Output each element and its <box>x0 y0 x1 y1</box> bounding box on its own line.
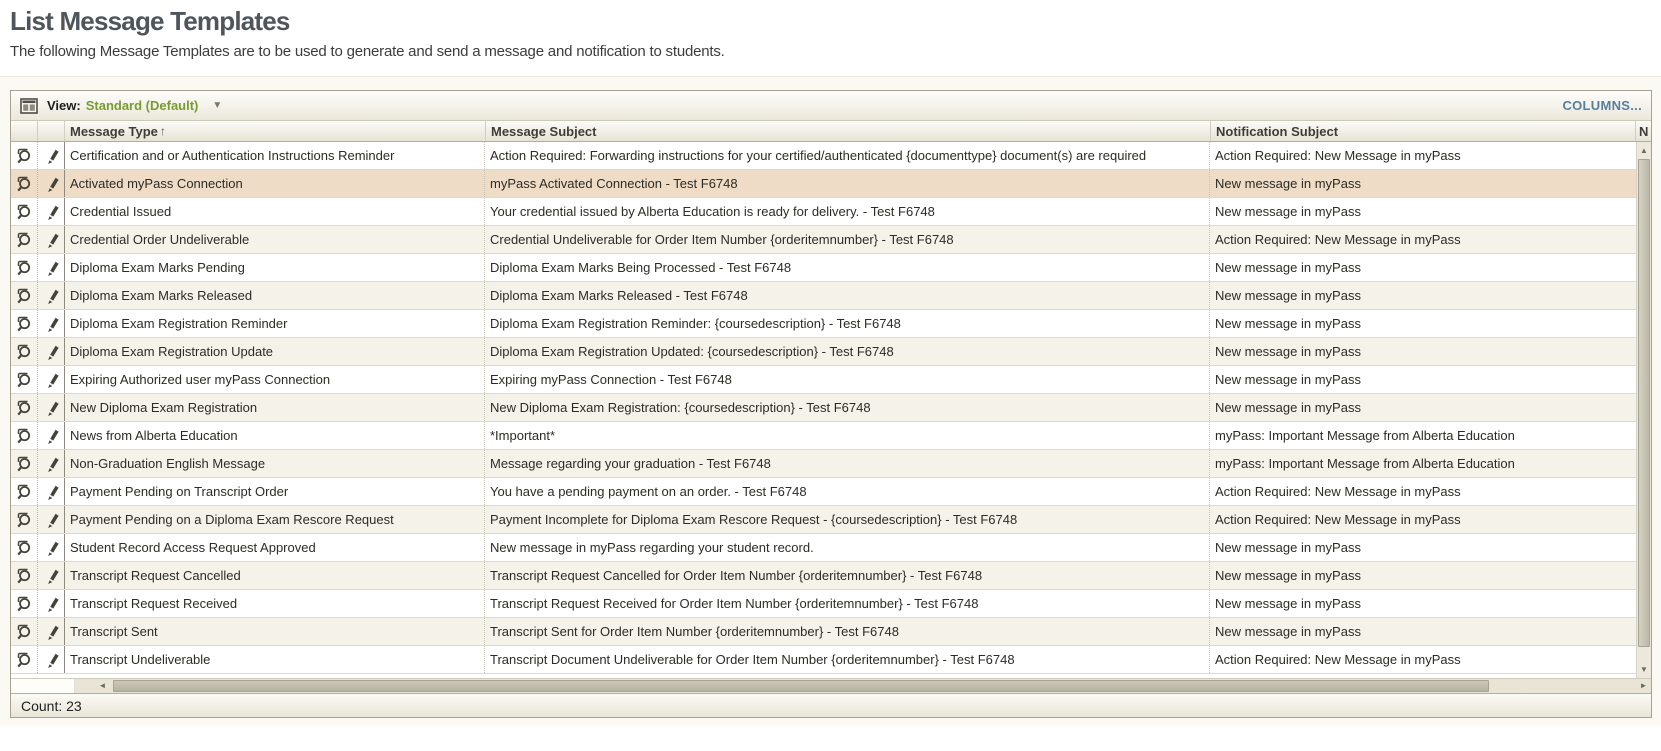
row-subject-cell: Payment Incomplete for Diploma Exam Rescore Request - {coursedescription} - Test F6748 <box>485 506 1210 533</box>
row-type-cell: Student Record Access Request Approved <box>65 534 485 561</box>
message-templates-grid <box>10 90 1652 718</box>
preview-button[interactable] <box>11 450 38 477</box>
vertical-scrollbar[interactable] <box>1636 142 1651 678</box>
row-subject-cell: Diploma Exam Registration Reminder: {coursedescription} - Test F6748 <box>485 310 1210 337</box>
preview-icon <box>15 539 33 557</box>
preview-icon <box>15 175 33 193</box>
row-type-cell: Transcript Request Received <box>65 590 485 617</box>
row-notification-cell: New message in myPass <box>1215 568 1361 583</box>
table-row[interactable] <box>11 366 1636 394</box>
preview-icon <box>15 483 33 501</box>
notification-subject-header-label: Notification Subject <box>1216 123 1339 139</box>
row-notification-cell: Action Required: New Message in myPass <box>1215 232 1461 247</box>
table-row[interactable] <box>11 142 1636 170</box>
table-row[interactable] <box>11 394 1636 422</box>
grid-toolbar <box>11 91 1651 121</box>
table-body <box>11 142 1651 678</box>
table-body-rows <box>11 142 1636 678</box>
preview-button[interactable] <box>11 366 38 393</box>
preview-column-header <box>11 121 38 141</box>
table-row[interactable] <box>11 450 1636 478</box>
row-notification-cell: New message in myPass <box>1215 400 1361 415</box>
preview-icon <box>15 455 33 473</box>
row-subject-cell: Your credential issued by Alberta Education is ready for delivery. - Test F6748 <box>485 198 1210 225</box>
row-type-cell: Payment Pending on a Diploma Exam Rescore Request <box>65 506 485 533</box>
edit-button[interactable] <box>38 226 65 253</box>
message-subject-column-header[interactable] <box>486 121 1211 141</box>
row-subject-cell: Credential Undeliverable for Order Item Number {orderitemnumber} - Test F6748 <box>485 226 1210 253</box>
row-type-cell: Diploma Exam Marks Released <box>65 282 485 309</box>
table-row[interactable] <box>11 534 1636 562</box>
preview-icon <box>15 147 33 165</box>
table-row[interactable] <box>11 618 1636 646</box>
edit-button[interactable] <box>38 142 65 169</box>
row-notification-cell: myPass: Important Message from Alberta Education <box>1215 428 1515 443</box>
row-subject-cell: Transcript Request Cancelled for Order Item Number {orderitemnumber} - Test F6748 <box>485 562 1210 589</box>
preview-icon <box>15 595 33 613</box>
preview-icon <box>15 259 33 277</box>
message-type-header-label: Message Type <box>70 123 158 139</box>
edit-icon <box>42 343 60 361</box>
preview-button[interactable] <box>11 282 38 309</box>
edit-button[interactable] <box>38 590 65 617</box>
preview-button[interactable] <box>11 478 38 505</box>
preview-button[interactable] <box>11 618 38 645</box>
edit-icon <box>42 567 60 585</box>
row-subject-cell: Diploma Exam Marks Released - Test F6748 <box>485 282 1210 309</box>
row-type-cell: Diploma Exam Registration Update <box>65 338 485 365</box>
edit-button[interactable] <box>38 310 65 337</box>
preview-icon <box>15 399 33 417</box>
edit-icon <box>42 259 60 277</box>
preview-button[interactable] <box>11 646 38 673</box>
notification-subject-column-header[interactable] <box>1211 121 1636 141</box>
edit-icon <box>42 539 60 557</box>
scroll-left-arrow-icon[interactable]: ◄ <box>98 681 107 690</box>
table-row[interactable] <box>11 170 1636 198</box>
preview-button[interactable] <box>11 506 38 533</box>
grid-view-icon <box>20 98 38 114</box>
row-subject-cell: Transcript Sent for Order Item Number {orderitemnumber} - Test F6748 <box>485 618 1210 645</box>
row-subject-cell: You have a pending payment on an order. - Test F6748 <box>485 478 1210 505</box>
row-subject-cell: New Diploma Exam Registration: {coursedescription} - Test F6748 <box>485 394 1210 421</box>
preview-button[interactable] <box>11 394 38 421</box>
row-notification-cell: Action Required: New Message in myPass <box>1215 652 1461 667</box>
row-notification-cell: New message in myPass <box>1215 624 1361 639</box>
row-subject-cell: Diploma Exam Registration Updated: {coursedescription} - Test F6748 <box>485 338 1210 365</box>
row-subject-cell: Expiring myPass Connection - Test F6748 <box>485 366 1210 393</box>
edit-icon <box>42 427 60 445</box>
preview-icon <box>15 371 33 389</box>
horizontal-scrollbar[interactable] <box>75 679 1651 693</box>
preview-button[interactable] <box>11 142 38 169</box>
row-notification-cell: New message in myPass <box>1215 288 1361 303</box>
horizontal-scrollbar-row <box>11 678 1651 693</box>
row-notification-cell: Action Required: New Message in myPass <box>1215 484 1461 499</box>
edit-button[interactable] <box>38 618 65 645</box>
row-type-cell: New Diploma Exam Registration <box>65 394 485 421</box>
row-notification-cell: Action Required: New Message in myPass <box>1215 512 1461 527</box>
row-type-cell: Activated myPass Connection <box>65 170 485 197</box>
row-subject-cell: Transcript Document Undeliverable for Order Item Number {orderitemnumber} - Test F6748 <box>485 646 1210 673</box>
table-row[interactable] <box>11 478 1636 506</box>
row-notification-cell: New message in myPass <box>1215 316 1361 331</box>
edit-button[interactable] <box>38 562 65 589</box>
row-notification-cell: New message in myPass <box>1215 596 1361 611</box>
page-subtitle: The following Message Templates are to be used to generate and send a message and notification to students. <box>10 43 725 60</box>
edit-icon <box>42 315 60 333</box>
scroll-right-arrow-icon[interactable]: ► <box>1639 681 1648 690</box>
preview-icon <box>15 651 33 669</box>
edit-column-header <box>38 121 65 141</box>
row-subject-cell: myPass Activated Connection - Test F6748 <box>485 170 1210 197</box>
preview-button[interactable] <box>11 198 38 225</box>
row-type-cell: Expiring Authorized user myPass Connection <box>65 366 485 393</box>
preview-icon <box>15 427 33 445</box>
row-type-cell: Credential Order Undeliverable <box>65 226 485 253</box>
scroll-up-arrow-icon[interactable]: ▲ <box>1640 146 1648 155</box>
table-row[interactable] <box>11 310 1636 338</box>
preview-button[interactable] <box>11 170 38 197</box>
edit-icon <box>42 623 60 641</box>
edit-icon <box>42 399 60 417</box>
preview-button[interactable] <box>11 422 38 449</box>
row-type-cell: Diploma Exam Registration Reminder <box>65 310 485 337</box>
vertical-scrollbar-thumb[interactable] <box>1638 159 1650 647</box>
table-row[interactable] <box>11 226 1636 254</box>
chevron-down-icon[interactable]: ▼ <box>212 100 223 111</box>
edit-button[interactable] <box>38 170 65 197</box>
preview-button[interactable] <box>11 338 38 365</box>
table-row[interactable] <box>11 198 1636 226</box>
edit-button[interactable] <box>38 422 65 449</box>
edit-button[interactable] <box>38 506 65 533</box>
table-row[interactable] <box>11 338 1636 366</box>
edit-icon <box>42 175 60 193</box>
message-type-column-header[interactable] <box>65 121 486 141</box>
row-count: Count: 23 <box>21 697 82 714</box>
edit-button[interactable] <box>38 450 65 477</box>
row-subject-cell: New message in myPass regarding your student record. <box>485 534 1210 561</box>
row-notification-cell: New message in myPass <box>1215 372 1361 387</box>
table-header-row <box>11 121 1651 142</box>
preview-button[interactable] <box>11 226 38 253</box>
row-subject-cell: Message regarding your graduation - Test F6748 <box>485 450 1210 477</box>
preview-icon <box>15 315 33 333</box>
edit-icon <box>42 147 60 165</box>
sort-ascending-icon: ↑ <box>159 124 166 138</box>
preview-icon <box>15 567 33 585</box>
row-notification-cell: New message in myPass <box>1215 260 1361 275</box>
edit-icon <box>42 371 60 389</box>
row-notification-cell: New message in myPass <box>1215 176 1361 191</box>
table-row[interactable] <box>11 254 1636 282</box>
row-type-cell: Certification and or Authentication Instructions Reminder <box>65 142 485 169</box>
grid-footer <box>11 693 1651 717</box>
row-type-cell: Non-Graduation English Message <box>65 450 485 477</box>
row-type-cell: News from Alberta Education <box>65 422 485 449</box>
table-row[interactable] <box>11 590 1636 618</box>
columns-button[interactable]: COLUMNS... <box>1562 98 1642 113</box>
clipped-next-column-header: N <box>1639 123 1649 139</box>
row-notification-cell: myPass: Important Message from Alberta Education <box>1215 456 1515 471</box>
preview-icon <box>15 343 33 361</box>
table-row[interactable] <box>11 282 1636 310</box>
row-subject-cell: Action Required: Forwarding instructions for your certified/authenticated {documenttype} document(s) are required <box>485 142 1210 169</box>
row-type-cell: Transcript Undeliverable <box>65 646 485 673</box>
table-row[interactable] <box>11 422 1636 450</box>
message-subject-header-label: Message Subject <box>491 123 597 139</box>
frozen-columns-gap <box>11 679 75 693</box>
preview-button[interactable] <box>11 310 38 337</box>
edit-icon <box>42 287 60 305</box>
horizontal-scrollbar-thumb[interactable] <box>113 680 1489 692</box>
row-type-cell: Credential Issued <box>65 198 485 225</box>
table-row[interactable] <box>11 646 1636 674</box>
edit-icon <box>42 651 60 669</box>
row-subject-cell: *Important* <box>485 422 1210 449</box>
row-notification-cell: New message in myPass <box>1215 204 1361 219</box>
preview-icon <box>15 231 33 249</box>
row-notification-cell: Action Required: New Message in myPass <box>1215 148 1461 163</box>
preview-button[interactable] <box>11 254 38 281</box>
table-row[interactable] <box>11 506 1636 534</box>
edit-button[interactable] <box>38 646 65 673</box>
page-title: List Message Templates <box>10 6 290 36</box>
row-notification-cell: New message in myPass <box>1215 540 1361 555</box>
view-label: View: <box>47 98 81 113</box>
row-type-cell: Transcript Sent <box>65 618 485 645</box>
row-subject-cell: Transcript Request Received for Order Item Number {orderitemnumber} - Test F6748 <box>485 590 1210 617</box>
edit-icon <box>42 483 60 501</box>
row-type-cell: Payment Pending on Transcript Order <box>65 478 485 505</box>
preview-button[interactable] <box>11 590 38 617</box>
edit-button[interactable] <box>38 198 65 225</box>
row-type-cell: Diploma Exam Marks Pending <box>65 254 485 281</box>
row-subject-cell: Diploma Exam Marks Being Processed - Test F6748 <box>485 254 1210 281</box>
edit-button[interactable] <box>38 366 65 393</box>
preview-button[interactable] <box>11 534 38 561</box>
edit-button[interactable] <box>38 478 65 505</box>
scroll-down-arrow-icon[interactable]: ▼ <box>1640 665 1648 674</box>
edit-icon <box>42 203 60 221</box>
row-type-cell: Transcript Request Cancelled <box>65 562 485 589</box>
row-notification-cell: New message in myPass <box>1215 344 1361 359</box>
table-row[interactable] <box>11 562 1636 590</box>
preview-icon <box>15 203 33 221</box>
preview-icon <box>15 623 33 641</box>
edit-button[interactable] <box>38 338 65 365</box>
edit-icon <box>42 595 60 613</box>
edit-button[interactable] <box>38 282 65 309</box>
edit-button[interactable] <box>38 394 65 421</box>
edit-button[interactable] <box>38 534 65 561</box>
view-selector[interactable]: Standard (Default) <box>85 98 199 113</box>
edit-icon <box>42 511 60 529</box>
edit-icon <box>42 455 60 473</box>
preview-button[interactable] <box>11 562 38 589</box>
edit-icon <box>42 231 60 249</box>
edit-button[interactable] <box>38 254 65 281</box>
preview-icon <box>15 511 33 529</box>
preview-icon <box>15 287 33 305</box>
